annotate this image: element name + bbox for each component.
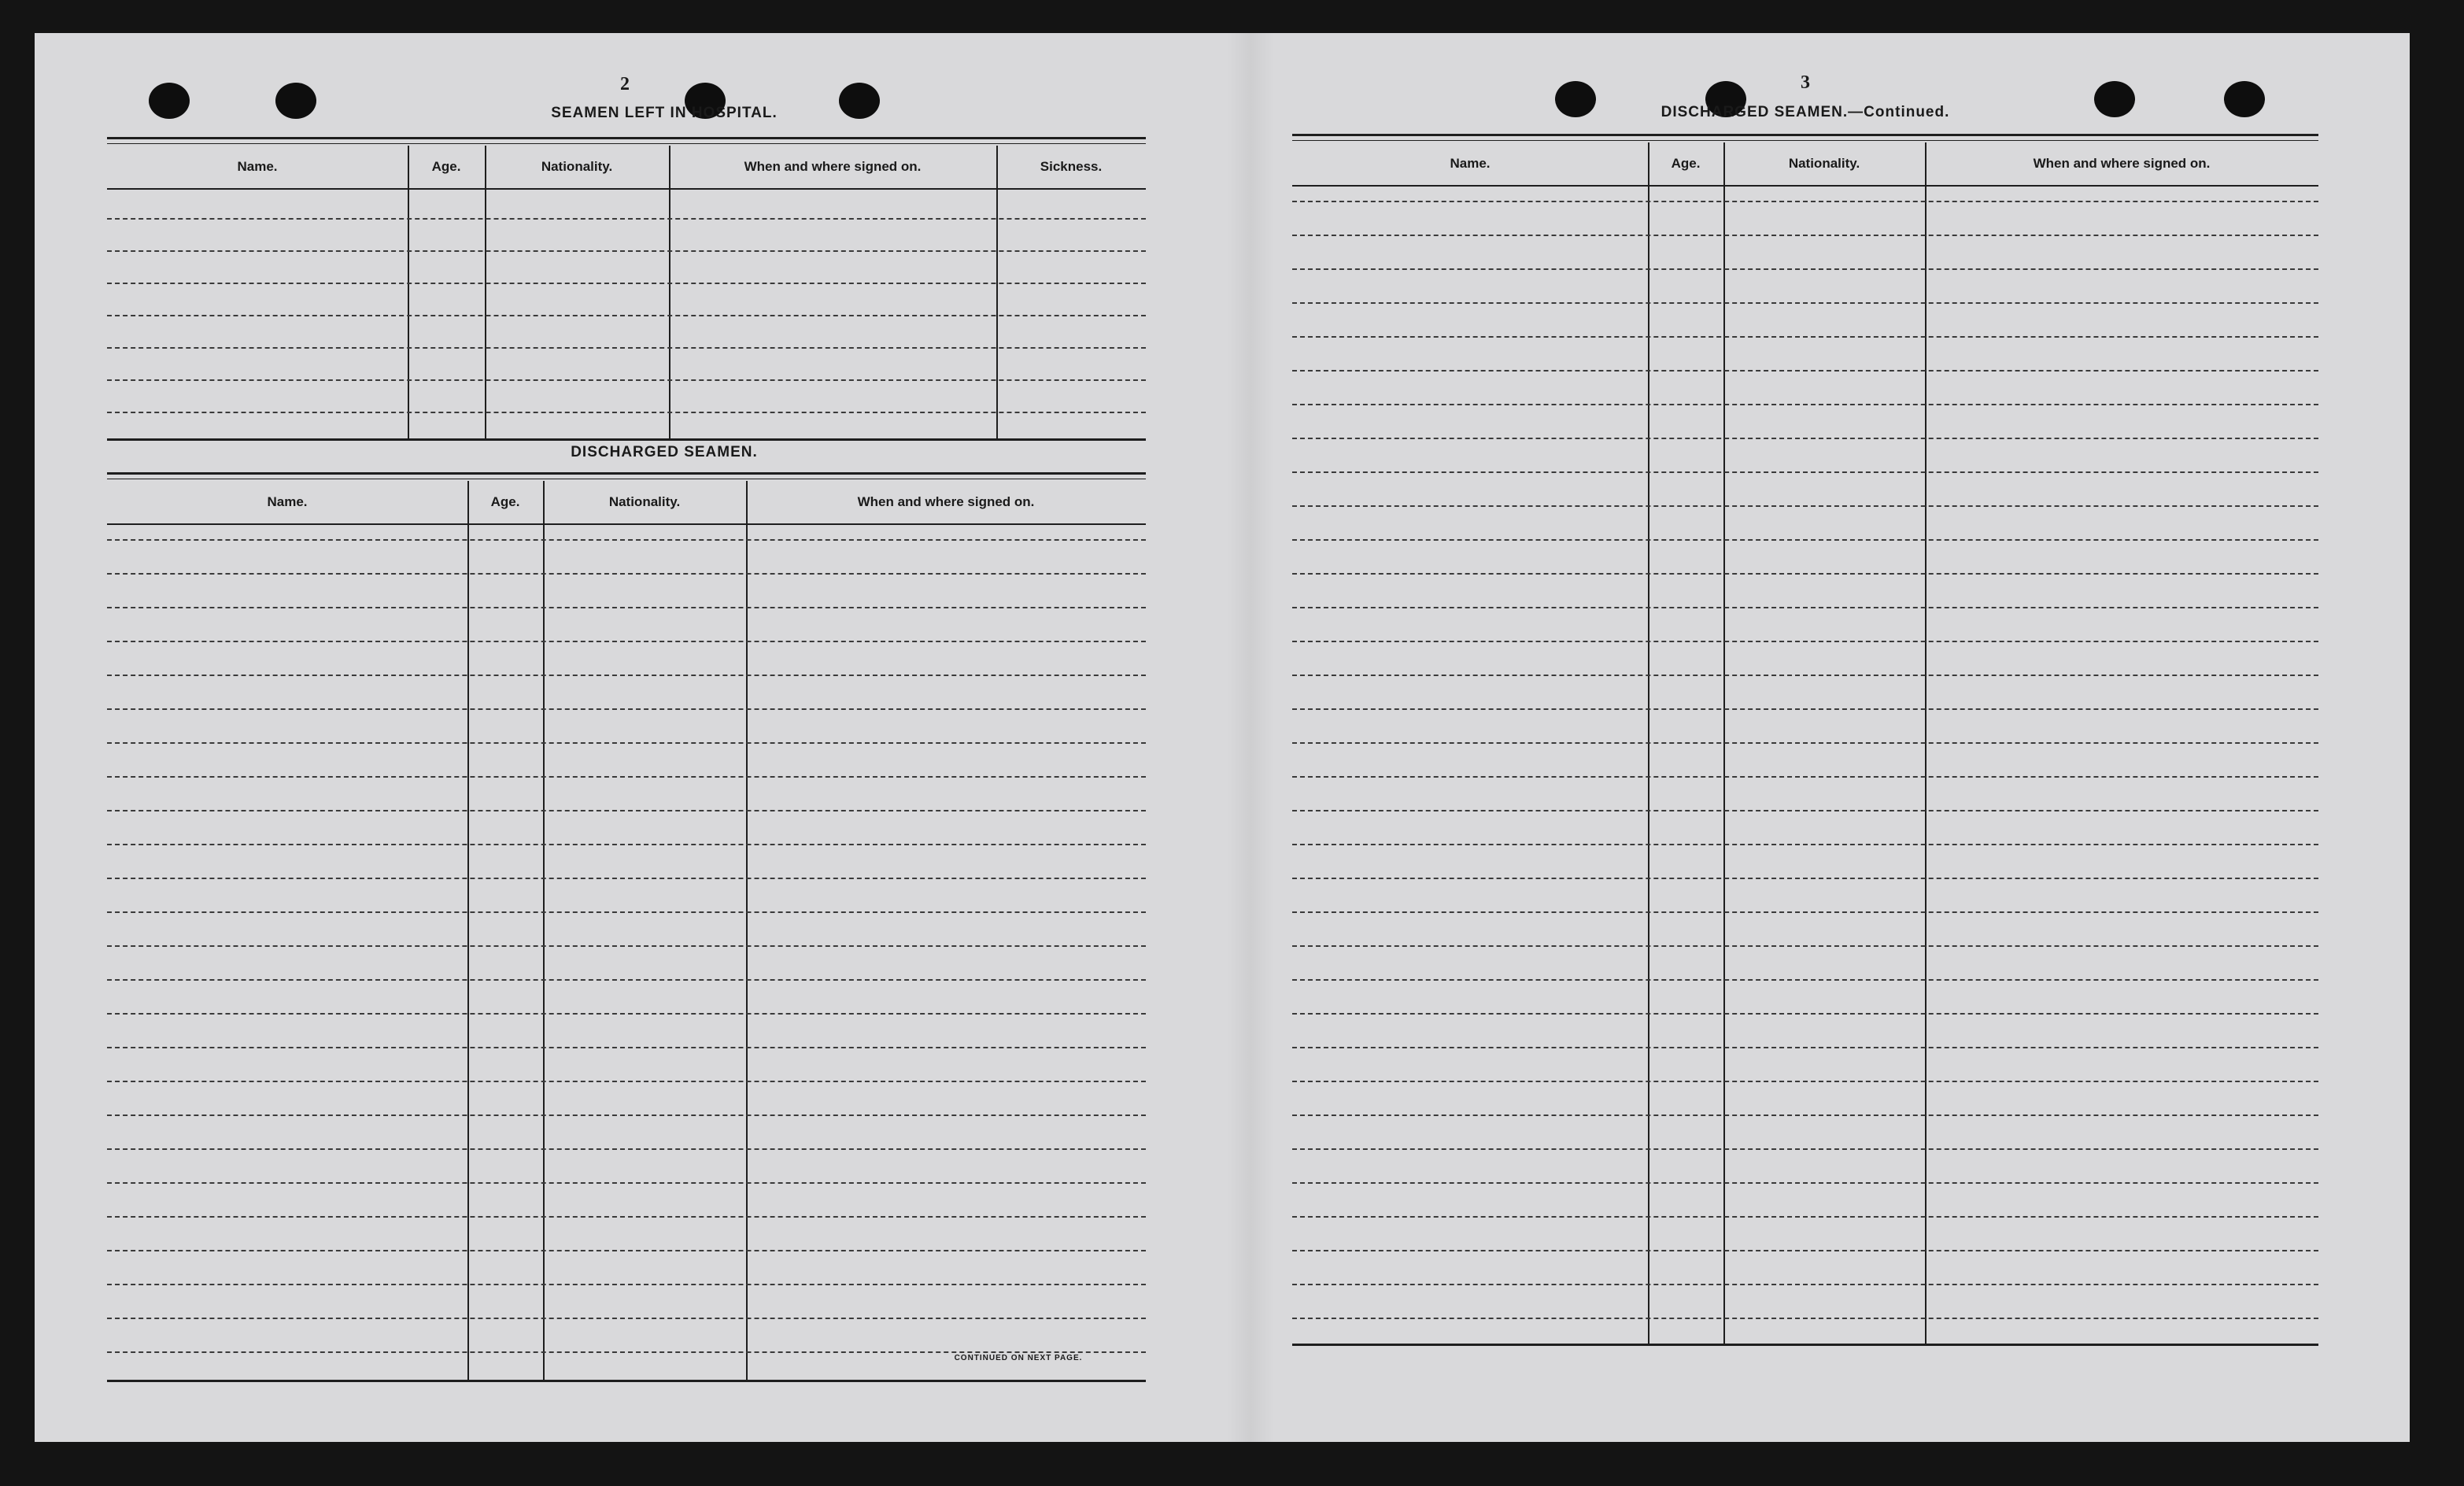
column-header-sickness: Sickness. [1040, 159, 1103, 174]
column-header-age: Age. [431, 159, 461, 174]
column-header-age: Age. [490, 494, 520, 509]
form-row-line [107, 776, 1146, 778]
punch-hole [275, 83, 316, 119]
column-header-name: Name. [267, 494, 308, 509]
column-divider [408, 146, 409, 438]
form-row-line [1292, 979, 2318, 981]
discharged-section-title: DISCHARGED SEAMEN. [571, 444, 758, 460]
form-row-line [107, 412, 1146, 413]
form-row-line [1292, 539, 2318, 541]
form-row-line [1292, 1081, 2318, 1082]
form-row-line [107, 1081, 1146, 1082]
form-row-line [107, 1047, 1146, 1048]
form-row-line [1292, 1114, 2318, 1116]
form-row-line [107, 810, 1146, 811]
discharged-table-header [107, 481, 1146, 525]
form-row-line [1292, 201, 2318, 202]
column-header-when-where: When and where signed on. [2033, 156, 2211, 171]
form-row-line [107, 379, 1146, 381]
form-row-line [107, 218, 1146, 220]
form-row-line [1292, 1216, 2318, 1218]
form-row-line [107, 1114, 1146, 1116]
form-row-line [107, 641, 1146, 642]
form-row-line [1292, 1013, 2318, 1015]
form-row-line [107, 1284, 1146, 1285]
form-row-line [107, 347, 1146, 349]
column-header-nationality: Nationality. [541, 159, 613, 174]
form-row-line [107, 539, 1146, 541]
form-row-line [1292, 1148, 2318, 1150]
column-header-nationality: Nationality. [608, 494, 681, 509]
column-divider [485, 146, 486, 438]
continued-footnote: CONTINUED ON NEXT PAGE. [954, 1354, 1083, 1362]
form-row-line [1292, 573, 2318, 575]
form-row-line [1292, 1318, 2318, 1319]
form-row-line [1292, 268, 2318, 270]
form-row-line [1292, 708, 2318, 710]
column-header-when-where: When and where signed on. [744, 159, 922, 174]
form-row-line [107, 878, 1146, 879]
form-row-line [107, 844, 1146, 845]
column-divider [467, 481, 469, 1380]
form-row-line [107, 979, 1146, 981]
form-row-line [107, 742, 1146, 744]
form-row-line [1292, 1182, 2318, 1184]
column-divider [543, 481, 545, 1380]
discharged-continued-header [1292, 142, 2318, 187]
form-row-line [1292, 370, 2318, 372]
punch-hole [2224, 81, 2265, 117]
form-row-line [107, 1013, 1146, 1015]
form-row-line [1292, 844, 2318, 845]
scanned-document [35, 33, 2410, 1442]
column-header-when-where: When and where signed on. [857, 494, 1035, 509]
form-row-line [1292, 235, 2318, 236]
form-row-line [1292, 878, 2318, 879]
form-row-line [107, 1318, 1146, 1319]
punch-hole [149, 83, 190, 119]
form-row-line [107, 911, 1146, 913]
column-header-age: Age. [1671, 156, 1701, 171]
form-row-line [107, 1216, 1146, 1218]
form-row-line [1292, 641, 2318, 642]
form-row-line [1292, 742, 2318, 744]
hospital-table [107, 137, 1146, 441]
punch-hole [2094, 81, 2135, 117]
form-row-line [1292, 1284, 2318, 1285]
form-row-line [107, 283, 1146, 284]
form-row-line [1292, 1250, 2318, 1251]
column-header-name: Name. [237, 159, 278, 174]
form-row-line [107, 1351, 1146, 1353]
discharged-continued-title: DISCHARGED SEAMEN.—Continued. [1661, 104, 1950, 120]
form-row-line [107, 708, 1146, 710]
form-row-line [1292, 1047, 2318, 1048]
form-row-line [107, 675, 1146, 676]
hospital-section-title: SEAMEN LEFT IN HOSPITAL. [551, 105, 778, 121]
column-header-name: Name. [1450, 156, 1491, 171]
form-row-line [107, 250, 1146, 252]
page-number-left: 2 [620, 74, 630, 94]
form-row-line [1292, 404, 2318, 405]
form-row-line [1292, 336, 2318, 338]
page-fold [1227, 33, 1274, 1442]
form-row-line [107, 315, 1146, 316]
form-row-line [107, 1182, 1146, 1184]
form-row-line [1292, 911, 2318, 913]
form-row-line [107, 607, 1146, 608]
form-row-line [1292, 302, 2318, 304]
form-row-line [1292, 945, 2318, 947]
page-number-right: 3 [1801, 72, 1810, 93]
hospital-table-header [107, 146, 1146, 190]
form-row-line [107, 945, 1146, 947]
form-row-line [107, 573, 1146, 575]
form-row-line [1292, 471, 2318, 473]
column-header-nationality: Nationality. [1788, 156, 1860, 171]
form-row-line [1292, 607, 2318, 608]
form-row-line [1292, 810, 2318, 811]
form-row-line [1292, 675, 2318, 676]
discharged-table-right [1292, 134, 2318, 1346]
form-row-line [1292, 776, 2318, 778]
discharged-table-left [107, 472, 1146, 1382]
form-row-line [1292, 438, 2318, 439]
column-divider [746, 481, 748, 1380]
column-divider [669, 146, 670, 438]
form-row-line [107, 1148, 1146, 1150]
column-divider [996, 146, 998, 438]
form-row-line [1292, 505, 2318, 507]
form-row-line [107, 1250, 1146, 1251]
